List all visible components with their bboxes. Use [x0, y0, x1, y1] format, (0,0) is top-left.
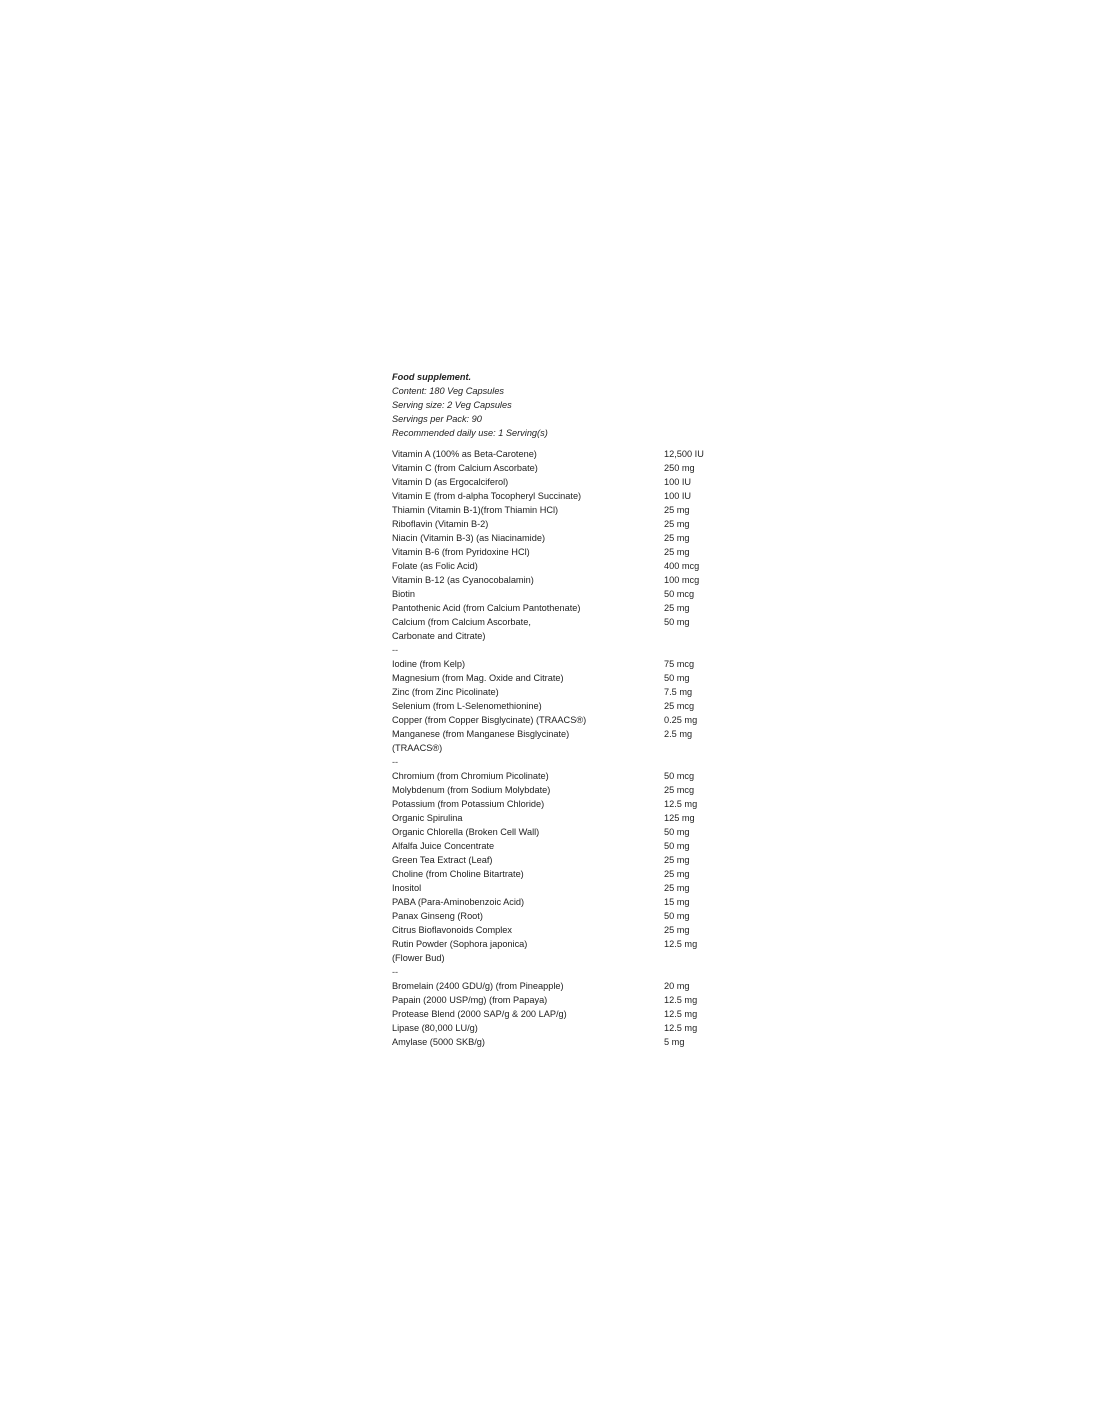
- ingredient-amount: 25 mg: [664, 547, 690, 557]
- ingredient-amount: 100 mcg: [664, 575, 700, 585]
- separator-mark: --: [392, 757, 399, 767]
- ingredient-amount: 50 mg: [664, 911, 690, 921]
- ingredient-row: [392, 587, 732, 601]
- ingredient-name: Panax Ginseng (Root): [392, 911, 483, 921]
- ingredient-name: Papain (2000 USP/mg) (from Papaya): [392, 995, 548, 1005]
- ingredient-row: [392, 601, 732, 615]
- ingredient-name: Molybdenum (from Sodium Molybdate): [392, 785, 551, 795]
- ingredient-amount: 25 mg: [664, 883, 690, 893]
- ingredient-row: [392, 923, 732, 937]
- ingredient-name: Chromium (from Chromium Picolinate): [392, 771, 549, 781]
- separator-row: [392, 755, 732, 769]
- ingredient-row: [392, 727, 732, 755]
- ingredient-name: PABA (Para-Aminobenzoic Acid): [392, 897, 525, 907]
- ingredient-name: Vitamin E (from d-alpha Tocopheryl Succinate): [392, 491, 582, 501]
- ingredient-amount: 2.5 mg: [664, 729, 693, 739]
- ingredient-name: Pantothenic Acid (from Calcium Pantothenate): [392, 603, 581, 613]
- ingredient-row: [392, 839, 732, 853]
- ingredient-amount: 25 mg: [664, 533, 690, 543]
- supplement-facts: [392, 370, 732, 1049]
- ingredient-row: [392, 615, 732, 643]
- ingredient-amount: 250 mg: [664, 463, 695, 473]
- ingredient-row: [392, 517, 732, 531]
- ingredient-amount: 12,500 IU: [664, 449, 704, 459]
- ingredient-row: [392, 559, 732, 573]
- ingredient-name: Magnesium (from Mag. Oxide and Citrate): [392, 673, 564, 683]
- ingredient-amount: 12.5 mg: [664, 1009, 698, 1019]
- ingredient-name: Organic Chlorella (Broken Cell Wall): [392, 827, 540, 837]
- separator-mark: --: [392, 967, 399, 977]
- ingredient-amount: 12.5 mg: [664, 939, 698, 949]
- content-line: Content: 180 Veg Capsules: [392, 386, 505, 396]
- ingredient-name: Bromelain (2400 GDU/g) (from Pineapple): [392, 981, 564, 991]
- ingredient-row: [392, 895, 732, 909]
- ingredient-row: [392, 825, 732, 839]
- ingredient-amount: 25 mg: [664, 519, 690, 529]
- ingredient-amount: 25 mg: [664, 869, 690, 879]
- ingredient-amount: 25 mcg: [664, 785, 695, 795]
- ingredient-row: [392, 699, 732, 713]
- ingredient-row: [392, 447, 732, 461]
- ingredient-row: [392, 713, 732, 727]
- ingredient-name: Amylase (5000 SKB/g): [392, 1037, 485, 1047]
- ingredient-row: [392, 979, 732, 993]
- ingredient-row: [392, 531, 732, 545]
- ingredient-row: [392, 573, 732, 587]
- ingredient-name: Green Tea Extract (Leaf): [392, 855, 493, 865]
- servings-per-pack-line: Servings per Pack: 90: [392, 414, 482, 424]
- ingredient-name: Manganese (from Manganese Bisglycinate) (TRAACS®): [392, 729, 570, 753]
- serving-size-line: Serving size: 2 Veg Capsules: [392, 400, 512, 410]
- ingredient-row: [392, 993, 732, 1007]
- ingredient-amount: 15 mg: [664, 897, 690, 907]
- ingredient-name: Selenium (from L-Selenomethionine): [392, 701, 542, 711]
- ingredient-row: [392, 657, 732, 671]
- ingredient-name: Vitamin C (from Calcium Ascorbate): [392, 463, 538, 473]
- ingredient-name: Copper (from Copper Bisglycinate) (TRAACS®): [392, 715, 587, 725]
- ingredient-row: [392, 881, 732, 895]
- ingredient-amount: 125 mg: [664, 813, 695, 823]
- ingredient-name: Choline (from Choline Bitartrate): [392, 869, 524, 879]
- ingredient-amount: 12.5 mg: [664, 799, 698, 809]
- ingredient-amount: 12.5 mg: [664, 995, 698, 1005]
- ingredient-row: [392, 853, 732, 867]
- ingredient-name: Iodine (from Kelp): [392, 659, 466, 669]
- ingredient-name: Riboflavin (Vitamin B-2): [392, 519, 489, 529]
- ingredient-amount: 12.5 mg: [664, 1023, 698, 1033]
- ingredient-table: [392, 447, 732, 1049]
- ingredient-amount: 25 mg: [664, 505, 690, 515]
- ingredient-name: Potassium (from Potassium Chloride): [392, 799, 545, 809]
- ingredient-name: Calcium (from Calcium Ascorbate, Carbonate and Citrate): [392, 617, 531, 641]
- ingredient-row: [392, 1007, 732, 1021]
- ingredient-amount: 50 mcg: [664, 771, 695, 781]
- ingredient-name: Thiamin (Vitamin B-1)(from Thiamin HCl): [392, 505, 559, 515]
- ingredient-name: Rutin Powder (Sophora japonica) (Flower Bud): [392, 939, 528, 963]
- ingredient-amount: 50 mcg: [664, 589, 695, 599]
- ingredient-row: [392, 671, 732, 685]
- ingredient-row: [392, 1035, 732, 1049]
- ingredient-amount: 100 IU: [664, 477, 692, 487]
- ingredient-name: Vitamin A (100% as Beta-Carotene): [392, 449, 537, 459]
- ingredient-name: Inositol: [392, 883, 422, 893]
- ingredient-name: Zinc (from Zinc Picolinate): [392, 687, 499, 697]
- ingredient-name: Vitamin B-6 (from Pyridoxine HCl): [392, 547, 530, 557]
- separator-row: [392, 965, 732, 979]
- ingredient-row: [392, 685, 732, 699]
- product-title: Food supplement.: [392, 372, 472, 382]
- ingredient-name: Biotin: [392, 589, 415, 599]
- ingredient-name: Citrus Bioflavonoids Complex: [392, 925, 512, 935]
- ingredient-row: [392, 545, 732, 559]
- ingredient-amount: 20 mg: [664, 981, 690, 991]
- ingredient-amount: 25 mg: [664, 603, 690, 613]
- ingredient-amount: 50 mg: [664, 617, 690, 627]
- ingredient-amount: 400 mcg: [664, 561, 700, 571]
- ingredient-row: [392, 461, 732, 475]
- ingredient-row: [392, 503, 732, 517]
- recommended-use-line: Recommended daily use: 1 Serving(s): [392, 428, 548, 438]
- ingredient-amount: 5 mg: [664, 1037, 685, 1047]
- ingredient-row: [392, 909, 732, 923]
- ingredient-amount: 50 mg: [664, 841, 690, 851]
- ingredient-row: [392, 1021, 732, 1035]
- ingredient-amount: 100 IU: [664, 491, 692, 501]
- ingredient-name: Vitamin B-12 (as Cyanocobalamin): [392, 575, 534, 585]
- ingredient-row: [392, 937, 732, 965]
- ingredient-amount: 0.25 mg: [664, 715, 698, 725]
- separator-row: [392, 643, 732, 657]
- ingredient-row: [392, 769, 732, 783]
- ingredient-name: Niacin (Vitamin B-3) (as Niacinamide): [392, 533, 546, 543]
- product-header: [392, 370, 732, 440]
- ingredient-name: Folate (as Folic Acid): [392, 561, 478, 571]
- ingredient-row: [392, 489, 732, 503]
- ingredient-amount: 50 mg: [664, 827, 690, 837]
- ingredient-amount: 25 mcg: [664, 701, 695, 711]
- ingredient-name: Alfalfa Juice Concentrate: [392, 841, 495, 851]
- ingredient-amount: 25 mg: [664, 925, 690, 935]
- ingredient-row: [392, 475, 732, 489]
- ingredient-row: [392, 797, 732, 811]
- ingredient-name: Organic Spirulina: [392, 813, 463, 823]
- ingredient-amount: 25 mg: [664, 855, 690, 865]
- ingredient-amount: 50 mg: [664, 673, 690, 683]
- ingredient-row: [392, 783, 732, 797]
- ingredient-row: [392, 811, 732, 825]
- ingredient-row: [392, 867, 732, 881]
- separator-mark: --: [392, 645, 399, 655]
- ingredient-amount: 75 mcg: [664, 659, 695, 669]
- ingredient-name: Vitamin D (as Ergocalciferol): [392, 477, 509, 487]
- ingredient-amount: 7.5 mg: [664, 687, 693, 697]
- ingredient-name: Protease Blend (2000 SAP/g & 200 LAP/g): [392, 1009, 567, 1019]
- ingredient-name: Lipase (80,000 LU/g): [392, 1023, 478, 1033]
